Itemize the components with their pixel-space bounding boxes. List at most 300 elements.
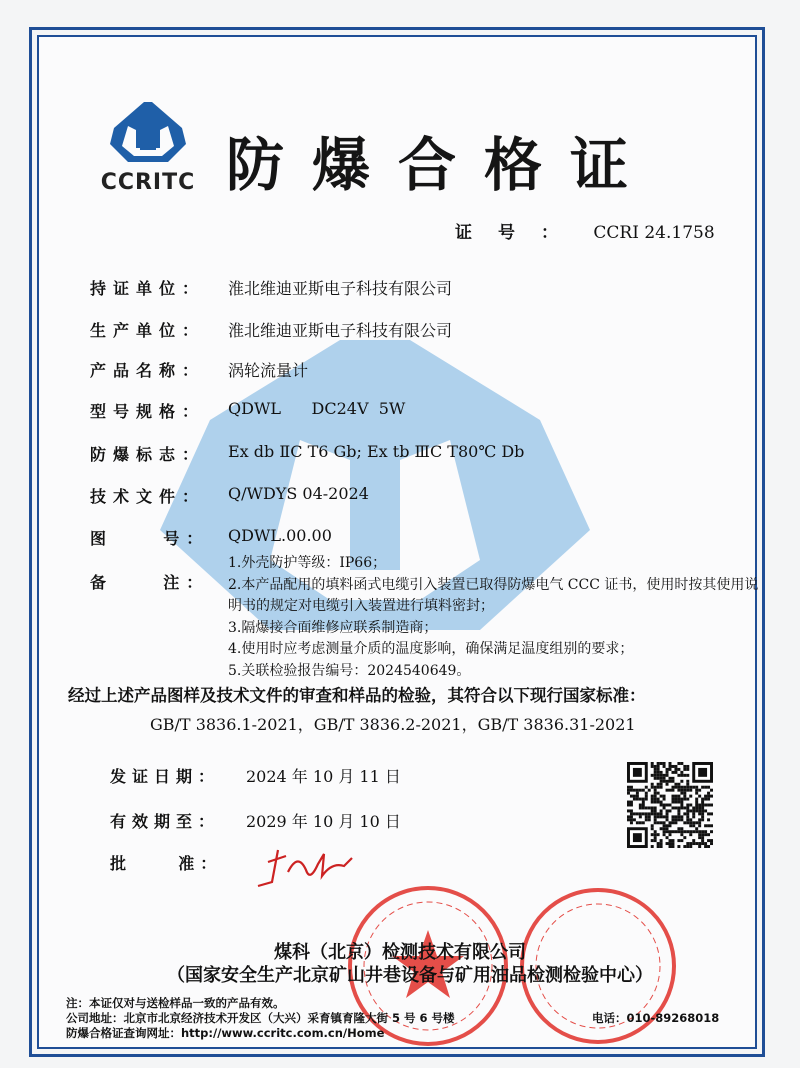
field-technical-document <box>90 484 369 507</box>
qr-module <box>671 795 674 798</box>
qr-module <box>689 824 692 827</box>
qr-module <box>686 789 689 792</box>
qr-module <box>677 812 680 815</box>
qr-module <box>660 795 663 798</box>
qr-module <box>695 809 698 812</box>
qr-module <box>707 795 710 798</box>
qr-module <box>633 818 636 821</box>
field-label: 图 号： <box>90 529 210 548</box>
footer-query-url[interactable]: 防爆合格证查询网址：http://www.ccritc.com.cn/Home <box>66 1026 385 1040</box>
qr-module <box>704 842 707 845</box>
qr-module <box>627 815 630 818</box>
qr-module <box>683 795 686 798</box>
qr-module <box>669 821 672 824</box>
qr-module <box>663 827 666 830</box>
qr-module <box>695 804 698 807</box>
qr-module <box>701 836 704 839</box>
approval <box>110 851 246 874</box>
qr-module <box>636 812 639 815</box>
qr-module <box>710 795 713 798</box>
qr-module <box>686 818 689 821</box>
qr-module <box>680 801 683 804</box>
footer-note: 注：本证仅对与送检样品一致的产品有效。 <box>66 996 285 1010</box>
qr-module <box>698 812 701 815</box>
qr-module <box>677 789 680 792</box>
field-label: 生产单位： <box>90 321 206 340</box>
qr-module <box>671 806 674 809</box>
qr-module <box>692 830 695 833</box>
qr-module <box>686 783 689 786</box>
qr-module <box>630 786 633 789</box>
note-item: 2.本产品配用的填料函式电缆引入装置已取得防爆电气 CCC 证书，使用时按其使用说明书的规定对电缆引入装置进行填料密封； <box>228 576 759 614</box>
qr-module <box>654 792 657 795</box>
qr-module <box>669 762 672 765</box>
qr-module <box>630 795 633 798</box>
qr-module <box>671 786 674 789</box>
qr-module <box>680 815 683 818</box>
qr-module <box>651 827 654 830</box>
qr-module <box>704 845 707 848</box>
qr-module <box>657 842 660 845</box>
qr-module <box>663 806 666 809</box>
qr-module <box>663 795 666 798</box>
qr-module <box>689 821 692 824</box>
qr-module <box>707 818 710 821</box>
qr-module <box>674 801 677 804</box>
qr-module <box>677 839 680 842</box>
qr-module <box>674 768 677 771</box>
qr-module <box>683 836 686 839</box>
qr-module <box>654 821 657 824</box>
qr-module <box>677 830 680 833</box>
qr-module <box>701 801 704 804</box>
qr-module <box>669 845 672 848</box>
qr-module <box>627 792 630 795</box>
qr-module <box>698 830 701 833</box>
qr-module <box>645 815 648 818</box>
qr-module <box>692 842 695 845</box>
qr-module <box>639 798 642 801</box>
qr-module <box>651 812 654 815</box>
qr-module <box>645 798 648 801</box>
qr-module <box>674 783 677 786</box>
qr-module <box>660 815 663 818</box>
qr-module <box>633 798 636 801</box>
qr-module <box>639 812 642 815</box>
qr-module <box>657 845 660 848</box>
qr-module <box>683 765 686 768</box>
qr-module <box>710 830 713 833</box>
qr-module <box>689 842 692 845</box>
qr-module <box>707 824 710 827</box>
qr-module <box>639 821 642 824</box>
qr-module <box>654 806 657 809</box>
qr-module <box>669 789 672 792</box>
qr-module <box>710 812 713 815</box>
qr-module <box>698 833 701 836</box>
qr-module <box>660 809 663 812</box>
qr-module <box>663 774 666 777</box>
qr-module <box>698 824 701 827</box>
qr-module <box>651 824 654 827</box>
qr-module <box>671 821 674 824</box>
qr-module <box>660 783 663 786</box>
qr-module <box>680 833 683 836</box>
qr-module <box>639 806 642 809</box>
qr-module <box>663 780 666 783</box>
qr-module <box>689 809 692 812</box>
qr-module <box>642 789 645 792</box>
qr-module <box>689 804 692 807</box>
qr-module <box>666 809 669 812</box>
qr-finder-module <box>633 833 642 842</box>
qr-module <box>683 806 686 809</box>
qr-module <box>692 809 695 812</box>
qr-module <box>680 798 683 801</box>
qr-module <box>683 798 686 801</box>
qr-module <box>677 786 680 789</box>
qr-module <box>666 842 669 845</box>
qr-module <box>666 815 669 818</box>
qr-module <box>669 830 672 833</box>
qr-module <box>671 842 674 845</box>
qr-module <box>686 786 689 789</box>
qr-module <box>651 786 654 789</box>
qr-module <box>686 845 689 848</box>
qr-module <box>660 780 663 783</box>
certificate-title: 防爆合格证 <box>226 131 657 199</box>
issuer-center: （国家安全生产北京矿山井巷设备与矿用油品检测检验中心） <box>167 965 653 986</box>
qr-module <box>674 815 677 818</box>
qr-module <box>666 774 669 777</box>
qr-module <box>710 824 713 827</box>
qr-module <box>701 809 704 812</box>
qr-module <box>677 809 680 812</box>
qr-module <box>671 830 674 833</box>
qr-module <box>671 777 674 780</box>
qr-module <box>674 795 677 798</box>
qr-module <box>654 833 657 836</box>
qr-module <box>669 839 672 842</box>
valid-until <box>110 809 401 832</box>
conformity-statement: 经过上述产品图样及技术文件的审查和样品的检验，其符合以下现行国家标准： <box>68 686 646 705</box>
qr-module <box>674 830 677 833</box>
qr-module <box>657 762 660 765</box>
qr-module <box>669 780 672 783</box>
qr-module <box>645 786 648 789</box>
field-value: Ex db ⅡC T6 Gb; Ex tb ⅢC T80℃ Db <box>228 442 525 461</box>
qr-module <box>642 801 645 804</box>
qr-module <box>707 812 710 815</box>
qr-module <box>710 842 713 845</box>
qr-module <box>671 801 674 804</box>
qr-module <box>651 801 654 804</box>
qr-module <box>677 806 680 809</box>
qr-module <box>654 836 657 839</box>
notes-label: 备 注： <box>90 573 210 592</box>
qr-module <box>707 833 710 836</box>
qr-module <box>695 792 698 795</box>
qr-module <box>704 795 707 798</box>
qr-module <box>698 804 701 807</box>
field-label: 型号规格： <box>90 402 206 421</box>
qr-module <box>677 815 680 818</box>
qr-module <box>704 830 707 833</box>
qr-module <box>669 765 672 768</box>
qr-module <box>660 771 663 774</box>
qr-module <box>657 798 660 801</box>
qr-module <box>689 818 692 821</box>
qr-module <box>695 806 698 809</box>
qr-module <box>654 818 657 821</box>
qr-module <box>651 806 654 809</box>
qr-module <box>686 780 689 783</box>
qr-module <box>683 786 686 789</box>
qr-module <box>674 821 677 824</box>
qr-module <box>663 804 666 807</box>
qr-module <box>701 806 704 809</box>
qr-module <box>651 798 654 801</box>
qr-module <box>645 795 648 798</box>
qr-module <box>689 830 692 833</box>
qr-module <box>701 839 704 842</box>
qr-module <box>698 818 701 821</box>
qr-module <box>636 789 639 792</box>
certificate-number-label: 证号： <box>455 223 584 243</box>
qr-module <box>671 789 674 792</box>
qr-module <box>692 821 695 824</box>
qr-module <box>636 821 639 824</box>
qr-module <box>701 815 704 818</box>
qr-module <box>674 786 677 789</box>
issue-date-value: 2024 年 10 月 11 日 <box>246 767 401 786</box>
qr-module <box>654 774 657 777</box>
qr-module <box>663 833 666 836</box>
qr-module <box>695 821 698 824</box>
qr-module <box>680 762 683 765</box>
qr-module <box>666 804 669 807</box>
qr-module <box>686 798 689 801</box>
qr-module <box>642 804 645 807</box>
qr-module <box>695 789 698 792</box>
field-value: 涡轮流量计 <box>228 361 309 380</box>
qr-module <box>651 765 654 768</box>
footer-phone: 电话：010-89268018 <box>592 1011 720 1025</box>
qr-module <box>671 839 674 842</box>
qr-module <box>689 795 692 798</box>
qr-module <box>677 774 680 777</box>
qr-module <box>683 768 686 771</box>
qr-module <box>695 830 698 833</box>
qr-module <box>707 798 710 801</box>
qr-module <box>663 815 666 818</box>
qr-module <box>677 768 680 771</box>
qr-module <box>680 786 683 789</box>
qr-module <box>639 789 642 792</box>
qr-module <box>663 821 666 824</box>
qr-module <box>680 839 683 842</box>
qr-module <box>657 792 660 795</box>
qr-module <box>674 818 677 821</box>
qr-module <box>654 809 657 812</box>
field-value: QDWL DC24V 5W <box>228 399 406 418</box>
qr-module <box>663 777 666 780</box>
certificate-number-value: CCRI 24.1758 <box>593 223 715 243</box>
qr-module <box>657 768 660 771</box>
qr-module <box>707 845 710 848</box>
qr-module <box>674 765 677 768</box>
qr-module <box>657 771 660 774</box>
qr-module <box>707 792 710 795</box>
qr-module <box>695 798 698 801</box>
qr-module <box>627 786 630 789</box>
qr-module <box>686 812 689 815</box>
qr-module <box>657 821 660 824</box>
qr-module <box>654 786 657 789</box>
qr-module <box>651 809 654 812</box>
qr-module <box>666 789 669 792</box>
qr-module <box>657 815 660 818</box>
qr-module <box>686 842 689 845</box>
qr-module <box>671 771 674 774</box>
qr-module <box>674 771 677 774</box>
qr-module <box>654 801 657 804</box>
field-ex-marking <box>90 442 524 465</box>
qr-module <box>666 836 669 839</box>
issuer-name: 煤科（北京）检测技术有限公司 <box>274 942 526 963</box>
qr-module <box>660 821 663 824</box>
qr-finder-module <box>633 768 642 777</box>
qr-module <box>671 815 674 818</box>
qr-module <box>627 801 630 804</box>
qr-module <box>680 789 683 792</box>
applicable-standards: GB/T 3836.1-2021，GB/T 3836.2-2021，GB/T 3836.31-2021 <box>150 715 636 734</box>
qr-module <box>698 821 701 824</box>
qr-module <box>669 833 672 836</box>
qr-module <box>648 815 651 818</box>
qr-module <box>642 821 645 824</box>
qr-module <box>660 812 663 815</box>
logo-text: CCRITC <box>100 170 196 195</box>
approval-label: 批 准： <box>110 854 223 873</box>
qr-module <box>698 836 701 839</box>
field-value: Q/WDYS 04-2024 <box>228 484 369 503</box>
field-manufacturer <box>90 318 452 341</box>
qr-module <box>683 830 686 833</box>
qr-module <box>651 762 654 765</box>
qr-module <box>666 812 669 815</box>
qr-module <box>633 812 636 815</box>
qr-module <box>657 812 660 815</box>
qr-code-icon[interactable] <box>627 762 713 848</box>
qr-module <box>674 806 677 809</box>
qr-module <box>701 798 704 801</box>
qr-module <box>657 765 660 768</box>
field-label: 防爆标志： <box>90 445 206 464</box>
qr-module <box>698 795 701 798</box>
note-item: 1.外壳防护等级：IP66； <box>228 555 387 571</box>
qr-module <box>642 812 645 815</box>
qr-module <box>689 833 692 836</box>
note-item: 4.使用时应考虑测量介质的温度影响，确保满足温度组别的要求； <box>228 641 634 657</box>
field-value: 淮北维迪亚斯电子科技有限公司 <box>228 321 453 340</box>
qr-module <box>651 845 654 848</box>
qr-module <box>654 771 657 774</box>
field-model <box>90 399 405 422</box>
qr-module <box>683 812 686 815</box>
qr-module <box>630 815 633 818</box>
qr-module <box>639 815 642 818</box>
qr-module <box>671 798 674 801</box>
qr-module <box>648 789 651 792</box>
qr-module <box>627 804 630 807</box>
qr-module <box>660 845 663 848</box>
qr-module <box>645 818 648 821</box>
qr-module <box>698 806 701 809</box>
qr-module <box>669 824 672 827</box>
qr-module <box>669 777 672 780</box>
qr-module <box>677 827 680 830</box>
qr-module <box>692 839 695 842</box>
qr-module <box>654 830 657 833</box>
qr-module <box>660 786 663 789</box>
qr-module <box>677 762 680 765</box>
qr-module <box>692 815 695 818</box>
qr-module <box>677 818 680 821</box>
qr-module <box>698 789 701 792</box>
qr-module <box>639 804 642 807</box>
qr-module <box>663 830 666 833</box>
qr-module <box>701 842 704 845</box>
qr-module <box>657 833 660 836</box>
qr-module <box>648 818 651 821</box>
qr-module <box>698 842 701 845</box>
qr-module <box>686 774 689 777</box>
field-label: 产品名称： <box>90 361 206 380</box>
qr-module <box>657 783 660 786</box>
qr-module <box>657 786 660 789</box>
qr-module <box>671 818 674 821</box>
qr-module <box>645 806 648 809</box>
qr-module <box>663 824 666 827</box>
qr-module <box>636 798 639 801</box>
qr-module <box>674 798 677 801</box>
qr-module <box>636 795 639 798</box>
valid-until-value: 2029 年 10 月 10 日 <box>246 812 401 831</box>
qr-module <box>701 818 704 821</box>
qr-module <box>707 804 710 807</box>
qr-module <box>683 792 686 795</box>
qr-module <box>633 795 636 798</box>
qr-module <box>660 804 663 807</box>
qr-module <box>648 812 651 815</box>
qr-module <box>654 765 657 768</box>
qr-module <box>636 792 639 795</box>
qr-module <box>680 827 683 830</box>
qr-module <box>704 833 707 836</box>
qr-module <box>704 786 707 789</box>
qr-module <box>701 812 704 815</box>
issue-date-label: 发证日期： <box>110 767 221 786</box>
field-drawing-number <box>90 526 332 549</box>
qr-module <box>695 827 698 830</box>
qr-module <box>671 765 674 768</box>
qr-module <box>666 824 669 827</box>
qr-module <box>680 804 683 807</box>
certificate-number <box>455 218 715 243</box>
qr-module <box>669 809 672 812</box>
qr-module <box>654 839 657 842</box>
